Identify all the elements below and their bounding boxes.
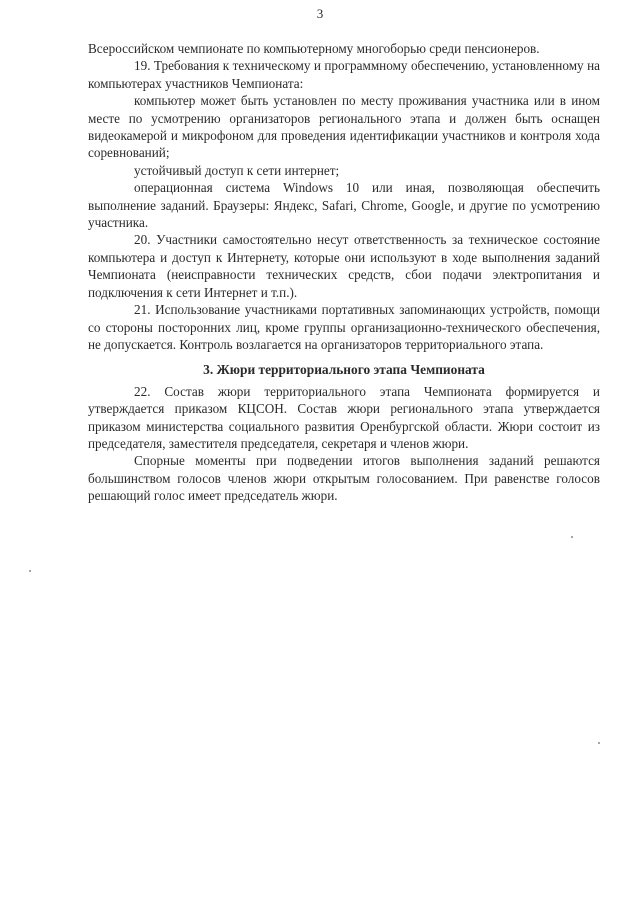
- paragraph-item-22: 22. Состав жюри территориального этапа Чемпионата формируется и утверждается приказом КЦСОН. Состав жюри регионального этапа утверждается приказом министерства социального развития Оренбургской области. Жюри состоит из председателя, заместителя председателя, секретаря и членов жюри.: [88, 383, 600, 451]
- page-number: 3: [316, 6, 324, 21]
- paragraph-disputes: Спорные моменты при подведении итогов выполнения заданий решаются большинством голосов членов жюри открытым голосованием. При равенстве голосов решающий голос имеет председатель жюри.: [88, 453, 600, 504]
- paragraph-item-21: 21. Использование участниками портативных запоминающих устройств, помощи со стороны посторонних лиц, кроме группы организационно-технического обеспечения, не допускается. Контроль возлагается на организаторов территориального этапа.: [88, 302, 600, 352]
- paragraph-continuation: Всероссийском чемпионате по компьютерному многоборью среди пенсионеров.: [88, 41, 540, 56]
- scan-speck: [29, 570, 31, 572]
- paragraph-os-requirement: операционная система Windows 10 или иная, позволяющая обеспечить выполнение заданий. Браузеры: Яндекс, Safari, Chrome, Google, и другие по усмотрению участника.: [88, 180, 600, 231]
- paragraph-item-20: 20. Участники самостоятельно несут ответственность за техническое состояние компьютера и доступ к Интернету, которые они используют в ходе выполнения заданий Чемпионата (неисправности технических средств, сбои подачи электропитания и подключения к сети Интернет и т.п.).: [88, 232, 600, 300]
- paragraph-computer-requirement: компьютер может быть установлен по месту проживания участника или в ином месте по усмотрению организаторов регионального этапа и должен быть оснащен видеокамерой и микрофоном для проведения идентификации участников и контроля хода соревнований;: [88, 93, 600, 161]
- scan-speck: [571, 536, 573, 538]
- paragraph-internet-requirement: устойчивый доступ к сети интернет;: [134, 162, 340, 178]
- paragraph-item-19: 19. Требования к техническому и программному обеспечению, установленному на компьютерах участников Чемпионата:: [88, 58, 600, 91]
- document-body: [88, 40, 600, 505]
- section-heading: 3. Жюри территориального этапа Чемпионата: [203, 362, 485, 378]
- scan-speck: [598, 742, 600, 744]
